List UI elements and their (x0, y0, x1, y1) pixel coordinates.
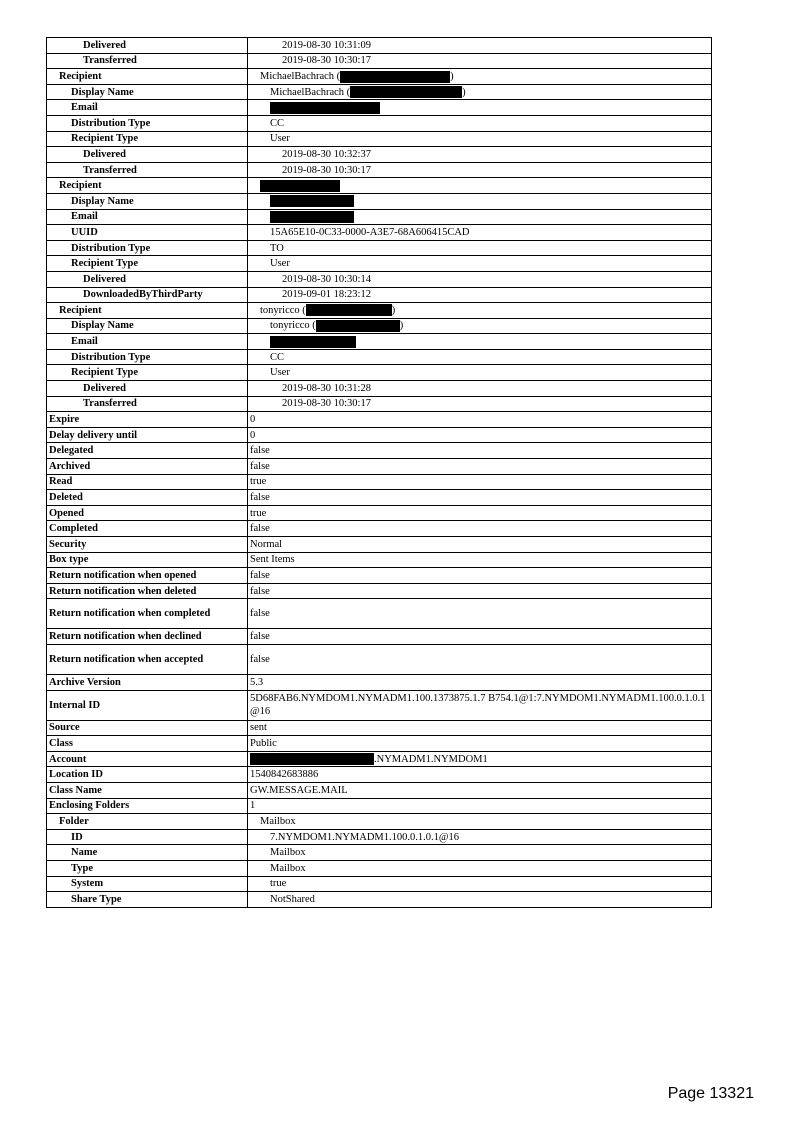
property-value: Normal (248, 537, 712, 553)
table-row (47, 38, 712, 54)
value-suffix: ) (399, 320, 404, 332)
property-value: false (248, 599, 712, 629)
property-value: GW.MESSAGE.MAIL (248, 782, 712, 798)
table-row (47, 782, 712, 798)
table-row (47, 443, 712, 459)
property-value: Mailbox (248, 860, 712, 876)
value-suffix: .NYMADM1.NYMDOM1 (374, 753, 488, 765)
table-row (47, 767, 712, 783)
table-row (47, 162, 712, 178)
table-row (47, 583, 712, 599)
property-value: 1540842683886 (248, 767, 712, 783)
property-name: Class Name (47, 782, 248, 798)
property-value (248, 303, 712, 319)
property-value: false (248, 521, 712, 537)
property-name: Delivered (47, 38, 248, 54)
property-value: User (248, 131, 712, 147)
property-name: Delegated (47, 443, 248, 459)
property-value: 5.3 (248, 674, 712, 690)
table-row (47, 240, 712, 256)
property-name: Box type (47, 552, 248, 568)
redaction-block (350, 86, 462, 98)
property-value: false (248, 583, 712, 599)
property-value: 2019-09-01 18:23:12 (248, 287, 712, 303)
redaction-block (270, 102, 380, 114)
property-name: Return notification when completed (47, 599, 248, 629)
property-name: Recipient Type (47, 256, 248, 272)
table-row (47, 751, 712, 767)
property-name: Archived (47, 459, 248, 475)
property-name: Distribution Type (47, 115, 248, 131)
table-row (47, 193, 712, 209)
property-value: 2019-08-30 10:31:09 (248, 38, 712, 54)
property-value: 2019-08-30 10:30:14 (248, 271, 712, 287)
property-name: Name (47, 845, 248, 861)
table-row (47, 115, 712, 131)
property-name: Delivered (47, 271, 248, 287)
property-value: 5D68FAB6.NYMDOM1.NYMADM1.100.1373875.1.7 B754.1@1:7.NYMDOM1.NYMADM1.100.0.1.0.1@16 (248, 690, 712, 720)
property-name: Security (47, 537, 248, 553)
property-name: Email (47, 209, 248, 225)
property-value (248, 69, 712, 85)
property-name: Recipient (47, 69, 248, 85)
value-suffix: ) (462, 86, 466, 98)
table-row (47, 490, 712, 506)
table-row (47, 505, 712, 521)
table-row (47, 459, 712, 475)
property-value: false (248, 443, 712, 459)
property-name: Transferred (47, 162, 248, 178)
table-row (47, 334, 712, 350)
property-value: 1 (248, 798, 712, 814)
table-row (47, 552, 712, 568)
property-value: true (248, 876, 712, 892)
table-row (47, 690, 712, 720)
property-name: Recipient (47, 303, 248, 319)
property-name: Account (47, 751, 248, 767)
property-name: Read (47, 474, 248, 490)
table-row (47, 876, 712, 892)
redaction-block (250, 753, 374, 765)
table-row (47, 568, 712, 584)
property-value (248, 209, 712, 225)
table-row (47, 84, 712, 100)
property-name: DownloadedByThirdParty (47, 287, 248, 303)
property-name: Return notification when declined (47, 629, 248, 645)
table-row (47, 644, 712, 674)
property-value: TO (248, 240, 712, 256)
table-row (47, 287, 712, 303)
property-value: Mailbox (248, 845, 712, 861)
property-value: Mailbox (248, 814, 712, 830)
property-value: CC (248, 115, 712, 131)
table-row (47, 69, 712, 85)
table-row (47, 521, 712, 537)
property-value (248, 84, 712, 100)
redaction-block (340, 71, 450, 83)
property-value: false (248, 459, 712, 475)
property-name: Delay delivery until (47, 427, 248, 443)
table-row (47, 814, 712, 830)
property-name: Display Name (47, 193, 248, 209)
property-value: 2019-08-30 10:30:17 (248, 396, 712, 412)
table-row (47, 318, 712, 334)
table-row (47, 349, 712, 365)
property-value (248, 751, 712, 767)
table-row (47, 131, 712, 147)
table-row (47, 674, 712, 690)
property-name: Expire (47, 412, 248, 428)
table-row (47, 256, 712, 272)
property-name: Email (47, 334, 248, 350)
property-name: Delivered (47, 381, 248, 397)
property-value: NotShared (248, 892, 712, 908)
table-row (47, 537, 712, 553)
table-row (47, 599, 712, 629)
property-value: 7.NYMDOM1.NYMADM1.100.0.1.0.1@16 (248, 829, 712, 845)
redaction-block (306, 304, 392, 316)
table-row (47, 892, 712, 908)
table-row (47, 147, 712, 163)
table-row (47, 365, 712, 381)
property-value: 2019-08-30 10:30:17 (248, 53, 712, 69)
property-name: UUID (47, 225, 248, 241)
table-row (47, 860, 712, 876)
property-name: Recipient (47, 178, 248, 194)
property-name: Completed (47, 521, 248, 537)
property-value (248, 100, 712, 116)
property-value: 2019-08-30 10:30:17 (248, 162, 712, 178)
property-value: User (248, 256, 712, 272)
property-value: 2019-08-30 10:32:37 (248, 147, 712, 163)
property-value: false (248, 629, 712, 645)
property-name: Transferred (47, 396, 248, 412)
value-prefix: MichaelBachrach ( (270, 86, 351, 98)
property-name: Opened (47, 505, 248, 521)
property-value (248, 334, 712, 350)
property-value (248, 178, 712, 194)
property-name: Recipient Type (47, 365, 248, 381)
property-name: Display Name (47, 84, 248, 100)
property-value: false (248, 568, 712, 584)
property-value: 0 (248, 412, 712, 428)
property-value: true (248, 505, 712, 521)
table-row (47, 829, 712, 845)
properties-table (46, 37, 712, 908)
value-suffix: ) (450, 70, 454, 82)
table-row (47, 53, 712, 69)
property-name: Return notification when accepted (47, 644, 248, 674)
property-name: Folder (47, 814, 248, 830)
table-row (47, 427, 712, 443)
property-name: Internal ID (47, 690, 248, 720)
property-name: Email (47, 100, 248, 116)
table-row (47, 381, 712, 397)
value-prefix: MichaelBachrach ( (260, 70, 341, 82)
value-prefix: tonyricco ( (270, 320, 316, 332)
property-value: Public (248, 736, 712, 752)
table-row (47, 629, 712, 645)
property-name: Transferred (47, 53, 248, 69)
table-row (47, 100, 712, 116)
redaction-block (270, 211, 354, 223)
property-value (248, 193, 712, 209)
table-row (47, 178, 712, 194)
table-row (47, 736, 712, 752)
property-name: Display Name (47, 318, 248, 334)
property-name: Source (47, 720, 248, 736)
property-value: User (248, 365, 712, 381)
property-value: CC (248, 349, 712, 365)
property-name: Distribution Type (47, 240, 248, 256)
value-suffix: ) (391, 304, 396, 316)
page-number: Page 13321 (667, 1085, 754, 1102)
property-value: Sent Items (248, 552, 712, 568)
property-name: Recipient Type (47, 131, 248, 147)
property-name: Return notification when opened (47, 568, 248, 584)
table-row (47, 474, 712, 490)
property-name: Return notification when deleted (47, 583, 248, 599)
value-prefix: tonyricco ( (260, 304, 306, 316)
property-name: ID (47, 829, 248, 845)
table-row (47, 225, 712, 241)
table-row (47, 396, 712, 412)
property-value: true (248, 474, 712, 490)
property-name: Type (47, 860, 248, 876)
table-row (47, 412, 712, 428)
table-row (47, 271, 712, 287)
property-name: Deleted (47, 490, 248, 506)
property-name: Archive Version (47, 674, 248, 690)
table-row (47, 209, 712, 225)
property-name: System (47, 876, 248, 892)
property-value: false (248, 490, 712, 506)
property-name: Share Type (47, 892, 248, 908)
property-name: Enclosing Folders (47, 798, 248, 814)
property-value: 15A65E10-0C33-0000-A3E7-68A606415CAD (248, 225, 712, 241)
property-value: sent (248, 720, 712, 736)
redaction-block (316, 320, 400, 332)
property-value: false (248, 644, 712, 674)
table-row (47, 845, 712, 861)
redaction-block (270, 195, 354, 207)
redaction-block (260, 180, 340, 192)
property-value: 0 (248, 427, 712, 443)
property-name: Distribution Type (47, 349, 248, 365)
property-value (248, 318, 712, 334)
property-name: Location ID (47, 767, 248, 783)
property-value: 2019-08-30 10:31:28 (248, 381, 712, 397)
redaction-block (270, 336, 356, 348)
table-row (47, 303, 712, 319)
table-row (47, 798, 712, 814)
property-name: Delivered (47, 147, 248, 163)
property-name: Class (47, 736, 248, 752)
table-row (47, 720, 712, 736)
